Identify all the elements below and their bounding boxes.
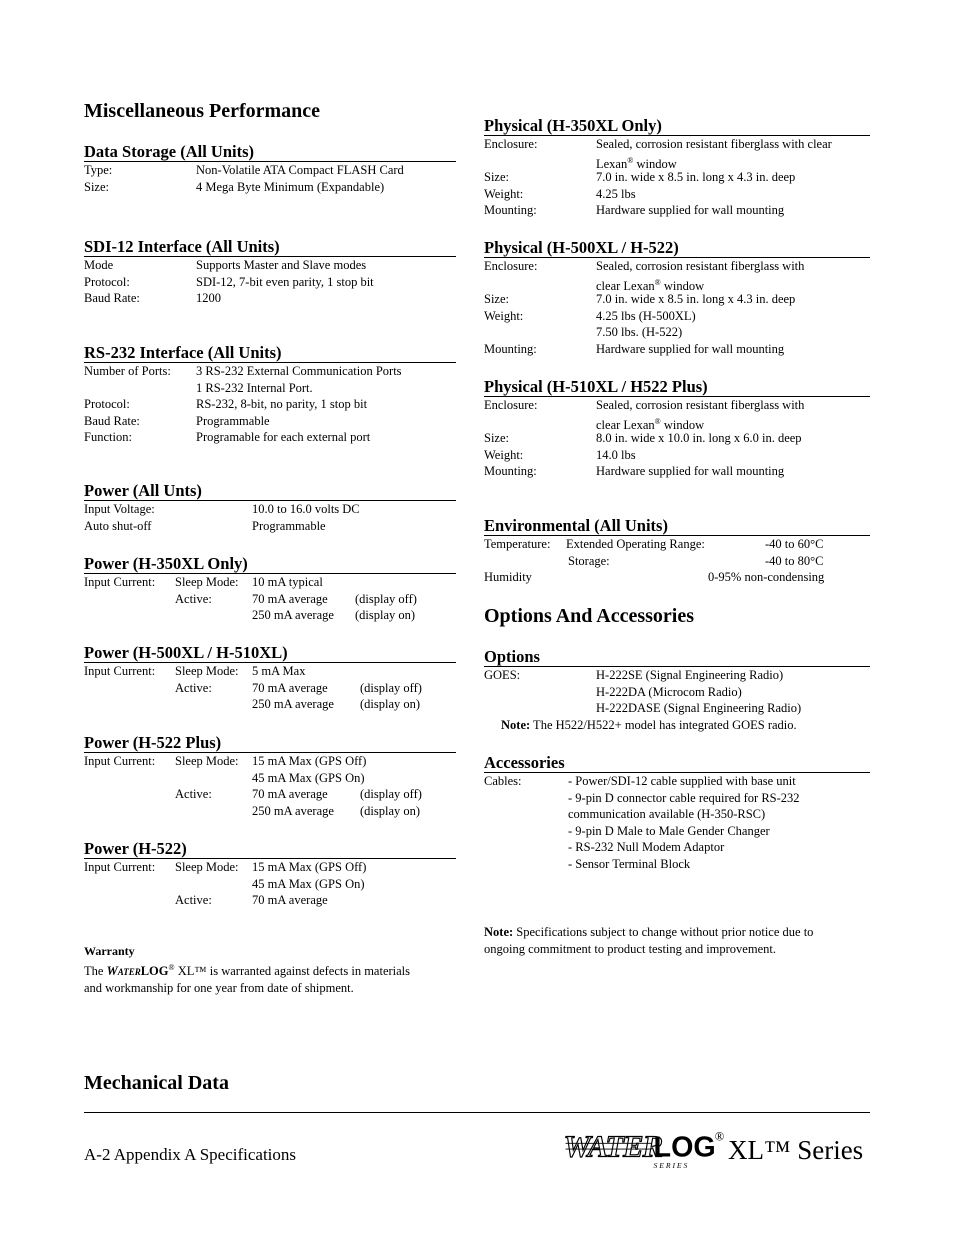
table-cell: Sealed, corrosion resistant fiberglass with [596,398,805,412]
table-row [84,753,456,770]
brand-log: LOG [140,963,169,978]
spec-note [484,924,874,957]
waterlog-logo [560,1128,728,1172]
section-sdi12 [84,237,456,307]
warranty-title: Warranty [84,944,135,958]
section-rows [484,667,870,717]
section-options [484,647,870,733]
section-title: Power (H-522) [84,839,456,859]
table-cell: Input Current: [84,754,156,768]
table-cell: 70 mA average [252,591,328,606]
options-note [484,717,870,734]
section-accessories [484,753,870,873]
table-cell: - 9-pin D Male to Male Gender Changer [568,823,770,838]
footer-page-label: A-2 Appendix A Specifications [84,1145,297,1164]
section-title: Physical (H-500XL / H-522) [484,238,870,258]
section-physical-500 [484,238,870,358]
warranty-text-pre: The [84,963,107,978]
section-power-500 [84,643,456,713]
table-row [484,447,870,464]
footer-product-name: XL™ Series [728,1135,864,1165]
section-rows [84,753,456,819]
logo-water-text: WATER [563,1129,663,1164]
table-row [484,856,870,873]
section-title: Power (H-350XL Only) [84,554,456,574]
table-cell: 3 RS-232 External Communication Ports [196,364,402,378]
table-cell: Input Voltage: [84,502,155,516]
table-cell: Size: [484,292,509,307]
table-cell: Baud Rate: [84,413,140,428]
table-cell: 70 mA average [252,787,328,802]
table-cell: Sleep Mode: [175,860,239,874]
heading-misc-performance: Miscellaneous Performance [84,100,321,122]
table-row [484,684,870,701]
table-cell: - 9-pin D connector cable required for RS-232 [568,790,800,805]
table-cell: 4.25 lbs (H-500XL) [596,308,696,323]
heading-mechanical-data: Mechanical Data [84,1072,229,1094]
section-rows [84,363,456,446]
section-rows [84,574,456,624]
section-title: Options [484,647,870,667]
table-row [484,291,870,308]
section-power-all [84,481,456,534]
heading-options-accessories: Options And Accessories [484,605,695,627]
table-cell: 250 mA average [252,803,334,818]
table-cell: Mounting: [484,464,537,479]
table-cell: H-222DA (Microcom Radio) [596,684,742,699]
section-rows [84,859,456,909]
table-cell: Size: [84,179,109,194]
brand-ater: ATER [117,966,141,977]
table-row [484,790,870,807]
table-cell: Mounting: [484,341,537,356]
options-note-text: The H522/H522+ model has integrated GOES radio. [530,717,797,732]
table-row [484,275,870,292]
table-row [484,773,870,790]
table-cell: 7.0 in. wide x 8.5 in. long x 4.3 in. deep [596,292,796,307]
table-row [84,162,456,179]
section-environmental [484,516,870,586]
table-row [84,859,456,876]
table-row [84,179,456,196]
table-cell: 4 Mega Byte Minimum (Expandable) [196,179,385,194]
table-cell: clear Lexan® window [596,277,705,293]
table-row [484,324,870,341]
env-humidity-label: Humidity [484,570,532,585]
logo-series-text: S E R I E S [653,1161,688,1171]
table-row [84,680,456,697]
table-row [84,257,456,274]
table-cell: 45 mA Max (GPS On) [252,876,365,891]
spec-note-text: Specifications subject to change without prior notice due to [513,925,814,939]
table-cell: 1200 [196,291,221,306]
table-cell: Sleep Mode: [175,664,239,678]
warranty-block [84,943,464,997]
table-cell: 5 mA Max [252,664,306,678]
section-title: Physical (H-510XL / H522 Plus) [484,377,870,397]
section-data-storage [84,142,456,195]
table-cell: 70 mA average [252,893,328,908]
env-row-humidity [484,569,870,586]
table-cell: Enclosure: [484,259,538,273]
section-rows [84,257,456,307]
table-cell: Enclosure: [484,137,538,151]
logo-reg-mark: ® [714,1129,725,1144]
table-row [84,274,456,291]
table-row [84,892,456,909]
table-cell: SDI-12, 7-bit even parity, 1 stop bit [196,274,374,289]
table-cell: Baud Rate: [84,291,140,306]
table-row [84,290,456,307]
table-cell: 14.0 lbs [596,447,636,462]
table-cell: Sealed, corrosion resistant fiberglass with clear [596,137,832,151]
table-cell: Hardware supplied for wall mounting [596,203,785,218]
table-cell: Active: [175,893,212,908]
warranty-line-1 [84,960,464,981]
section-physical-350 [484,116,870,219]
table-cell: RS-232, 8-bit, no parity, 1 stop bit [196,397,368,412]
table-cell: Function: [84,430,132,445]
table-row [84,501,456,518]
table-row [84,574,456,591]
table-cell: 15 mA Max (GPS Off) [252,860,367,874]
table-cell: Non-Volatile ATA Compact FLASH Card [196,163,404,177]
table-row [84,591,456,608]
table-row [484,202,870,219]
section-rows [484,258,870,358]
table-cell: 45 mA Max (GPS On) [252,770,365,785]
table-row [484,308,870,325]
table-cell: Mounting: [484,203,537,218]
table-row [84,429,456,446]
table-row [84,803,456,820]
table-cell: 10 mA typical [252,575,323,589]
table-row [84,413,456,430]
table-row [84,607,456,624]
table-cell: (display on) [360,697,421,712]
table-cell: Number of Ports: [84,364,171,378]
section-title: Accessories [484,753,870,773]
section-title: SDI-12 Interface (All Units) [84,237,456,257]
table-row [84,363,456,380]
spec-note-label: Note: [484,925,514,939]
table-row [484,397,870,414]
table-cell: Auto shut-off [84,518,152,533]
table-row [84,786,456,803]
section-title: Environmental (All Units) [484,516,870,536]
table-row [84,663,456,680]
table-cell: Input Current: [84,575,156,589]
env-row-storage [484,553,870,570]
table-cell: 70 mA average [252,680,328,695]
table-row [84,696,456,713]
section-title: Power (H-522 Plus) [84,733,456,753]
table-cell: (display off) [355,591,417,606]
table-cell: clear Lexan® window [596,416,705,432]
warranty-line-2: and workmanship for one year from date of shipment. [84,981,354,996]
table-cell: (display on) [355,608,416,623]
section-rows [84,663,456,713]
table-row [84,518,456,535]
table-row [484,463,870,480]
table-cell: Active: [175,680,212,695]
table-cell: Sleep Mode: [175,575,239,589]
env-storage-value: -40 to 80°C [765,553,824,568]
table-row [484,700,870,717]
section-power-350 [84,554,456,624]
section-rows [484,773,870,873]
table-cell: Programmable [252,518,326,533]
table-cell: Type: [84,163,113,177]
table-row [484,169,870,186]
table-row [84,396,456,413]
section-power-522 [84,839,456,909]
table-cell: Weight: [484,186,524,201]
table-row [84,876,456,893]
table-cell: Weight: [484,308,524,323]
options-note-label: Note: [501,717,531,732]
table-cell: Programable for each external port [196,430,371,445]
table-cell: Supports Master and Slave modes [196,258,367,272]
section-rows [484,136,870,219]
table-cell: 4.25 lbs [596,186,636,201]
section-rows [84,162,456,195]
table-cell: Hardware supplied for wall mounting [596,341,785,356]
table-cell: Enclosure: [484,398,538,412]
table-cell: Sealed, corrosion resistant fiberglass with [596,259,805,273]
table-cell: - Power/SDI-12 cable supplied with base unit [568,774,796,788]
env-humidity-value: 0-95% non-condensing [708,570,825,585]
table-cell: Input Current: [84,664,156,678]
spec-note-line-1 [484,924,874,941]
table-row [484,258,870,275]
table-cell: Mode [84,258,114,272]
table-row [484,667,870,684]
table-cell: 7.50 lbs. (H-522) [596,325,683,340]
table-cell: Lexan® window [596,155,677,171]
table-cell: (display off) [360,787,422,802]
table-row [484,839,870,856]
table-cell: Programmable [196,413,270,428]
spec-note-line-2: ongoing commitment to product testing and improvement. [484,941,776,956]
table-row [484,823,870,840]
table-cell: Input Current: [84,860,156,874]
table-cell: Protocol: [84,274,130,289]
table-cell: Cables: [484,774,522,788]
section-title: Data Storage (All Units) [84,142,456,162]
table-row [484,186,870,203]
table-cell: 250 mA average [252,608,334,623]
section-rows [484,536,870,586]
env-storage-label: Storage: [568,553,610,568]
table-row [484,153,870,170]
table-cell: Size: [484,431,509,446]
table-cell: (display on) [360,803,421,818]
table-cell: GOES: [484,668,521,682]
env-row-temperature [484,536,870,553]
table-cell: Protocol: [84,397,130,412]
table-cell: Active: [175,591,212,606]
section-rs232 [84,343,456,446]
reg-mark: ® [168,962,175,972]
table-cell: 1 RS-232 Internal Port. [196,380,313,395]
warranty-text-post: XL™ is warranted against defects in materials [174,963,411,978]
table-row [484,341,870,358]
table-row [84,770,456,787]
table-cell: Sleep Mode: [175,754,239,768]
table-row [484,806,870,823]
table-cell: H-222DASE (Signal Engineering Radio) [596,701,802,716]
table-row [484,430,870,447]
table-cell: Active: [175,787,212,802]
section-rows [84,501,456,534]
section-title: Physical (H-350XL Only) [484,116,870,136]
section-power-522-plus [84,733,456,819]
section-title: Power (H-500XL / H-510XL) [84,643,456,663]
logo-log-text: LOG [653,1131,716,1164]
section-physical-510 [484,377,870,480]
table-cell: Size: [484,170,509,185]
table-cell: - Sensor Terminal Block [568,856,691,871]
table-cell: Hardware supplied for wall mounting [596,464,785,479]
table-cell: 8.0 in. wide x 10.0 in. long x 6.0 in. deep [596,431,802,446]
table-cell: 10.0 to 16.0 volts DC [252,502,360,516]
table-cell: - RS-232 Null Modem Adaptor [568,840,725,855]
env-temp-range-label: Extended Operating Range: [566,537,705,551]
table-row [84,380,456,397]
table-cell: Weight: [484,447,524,462]
env-temp-range-value: -40 to 60°C [765,537,824,551]
env-temp-label: Temperature: [484,537,551,551]
section-title: Power (All Unts) [84,481,456,501]
footer-rule [84,1112,870,1113]
table-cell: (display off) [360,680,422,695]
table-cell: 7.0 in. wide x 8.5 in. long x 4.3 in. deep [596,170,796,185]
section-title: RS-232 Interface (All Units) [84,343,456,363]
table-cell: communication available (H-350-RSC) [568,807,766,822]
table-cell: 15 mA Max (GPS Off) [252,754,367,768]
table-row [484,414,870,431]
brand-w: W [106,963,118,978]
table-cell: H-222SE (Signal Engineering Radio) [596,668,784,682]
table-row [484,136,870,153]
table-cell: 250 mA average [252,697,334,712]
section-rows [484,397,870,480]
